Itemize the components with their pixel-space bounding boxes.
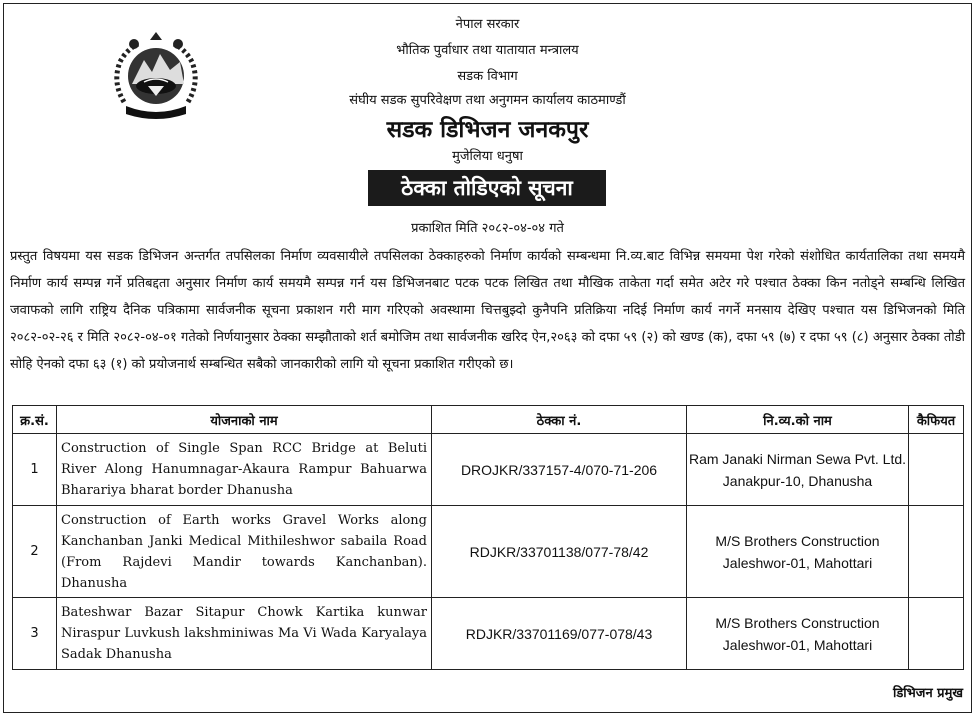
header-line-office: संघीय सडक सुपरिवेक्षण तथा अनुगमन कार्यालय काठमाण्डौं	[349, 93, 626, 108]
table-header-row	[13, 406, 964, 434]
division-title: सडक डिभिजन जनकपुर	[386, 117, 589, 143]
table-row	[13, 434, 964, 506]
contract-number: RDJKR/33701169/077-078/43	[432, 598, 687, 670]
remarks	[909, 506, 964, 598]
contractor-name: M/S Brothers Construction	[715, 614, 880, 631]
remarks	[909, 434, 964, 506]
contract-number: DROJKR/337157-4/070-71-206	[432, 434, 687, 506]
contractor-address: Janakpur-10, Dhanusha	[722, 472, 873, 489]
contractor-cell	[687, 506, 909, 598]
serial-number: 2	[13, 506, 57, 598]
published-date: प्रकाशित मिति २०८२-०४-०४ गते	[411, 221, 564, 236]
remarks	[909, 598, 964, 670]
contract-termination-table	[12, 405, 964, 670]
notice-title-banner: ठेक्का तोडिएको सूचना	[368, 170, 606, 206]
signature-division-chief: डिभिजन प्रमुख	[892, 686, 963, 701]
notice-paragraph: प्रस्तुत विषयमा यस सडक डिभिजन अन्तर्गत तपसिलका निर्माण व्यवसायीले तपसिलका ठेक्काहरुको निर्माण कार्यको सम्बन्धमा नि.व्य.बाट विभिन्न समयमा पेश गरेको संशोधित कार्यतालिका तथा समयमै निर्माण कार्य सम्पन्न गर्ने प्रतिबद्दता अनुसार निर्माण कार्य समयमै सम्पन्न गर्न यस डिभिजनबाट पटक पटक लिखित तथा मौखिक ताकेता गर्दा समेत अटेर गरे पश्चात ठेक्का किन नतोड्ने सम्बन्धि लिखित जवाफको लागि राष्ट्रिय दैनिक पत्रिकामा सार्वजनीक सूचना प्रकाशन गरी माग गरिएको अवस्थामा चित्तबुझ्दो कुनैपनि प्रतिक्रिया नदिई निर्माण कार्य नगर्ने मनसाय देखिए पश्चात यस डिभिजनको मिति २०८२-०२-२६ र मिति २०८२-०४-०१ गतेको निर्णयानुसार ठेक्का सम्झौताको शर्त बमोजिम तथा सार्वजनीक खरिद ऐन,२०६३ को दफा ५९ (२) को खण्ड (क), दफा ५९ (७) र दफा ५९ (८) अनुसार ठेक्का तोडी सोहि ऐनको दफा ६३ (१) को प्रयोजनार्थ सम्बन्धित सबैको जानकारीको लागि यो सूचना प्रकाशित गरीएको छ।	[10, 249, 965, 372]
table-row	[13, 598, 964, 670]
contractor-name: M/S Brothers Construction	[715, 532, 880, 549]
column-header-project: योजनाको नाम	[57, 406, 432, 434]
serial-number: 1	[13, 434, 57, 506]
contractor-cell	[687, 598, 909, 670]
contract-number: RDJKR/33701138/077-78/42	[432, 506, 687, 598]
header-line-government: नेपाल सरकार	[455, 17, 520, 32]
contractor-cell	[687, 434, 909, 506]
column-header-serial: क्र.सं.	[13, 406, 57, 434]
project-name: Bateshwar Bazar Sitapur Chowk Kartika kunwar Niraspur Luvkush lakshminiwas Ma Vi Wada Karyalaya Sadak Dhanusha	[57, 598, 432, 670]
header-line-department: सडक विभाग	[457, 69, 518, 84]
column-header-contract-number: ठेक्का नं.	[432, 406, 687, 434]
project-name: Construction of Single Span RCC Bridge at Beluti River Along Hanumnagar-Akaura Rampur Bahuarwa Bharariya bharat border Dhanusha	[57, 434, 432, 506]
column-header-remarks: कैफियत	[909, 406, 964, 434]
contractor-name: Ram Janaki Nirman Sewa Pvt. Ltd.	[688, 450, 907, 467]
table-row	[13, 506, 964, 598]
serial-number: 3	[13, 598, 57, 670]
column-header-contractor: नि.व्य.को नाम	[687, 406, 909, 434]
header-line-ministry: भौतिक पुर्वाधार तथा यातायात मन्त्रालय	[396, 43, 579, 58]
contractor-address: Jaleshwor-01, Mahottari	[722, 554, 873, 571]
contractor-address: Jaleshwor-01, Mahottari	[722, 636, 873, 653]
project-name: Construction of Earth works Gravel Works along Kanchanban Janki Medical Mithileshwor sabaila Road (From Rajdevi Mandir towards Kanchanban). Dhanusha	[57, 506, 432, 598]
division-location: मुजेलिया धनुषा	[452, 149, 523, 164]
